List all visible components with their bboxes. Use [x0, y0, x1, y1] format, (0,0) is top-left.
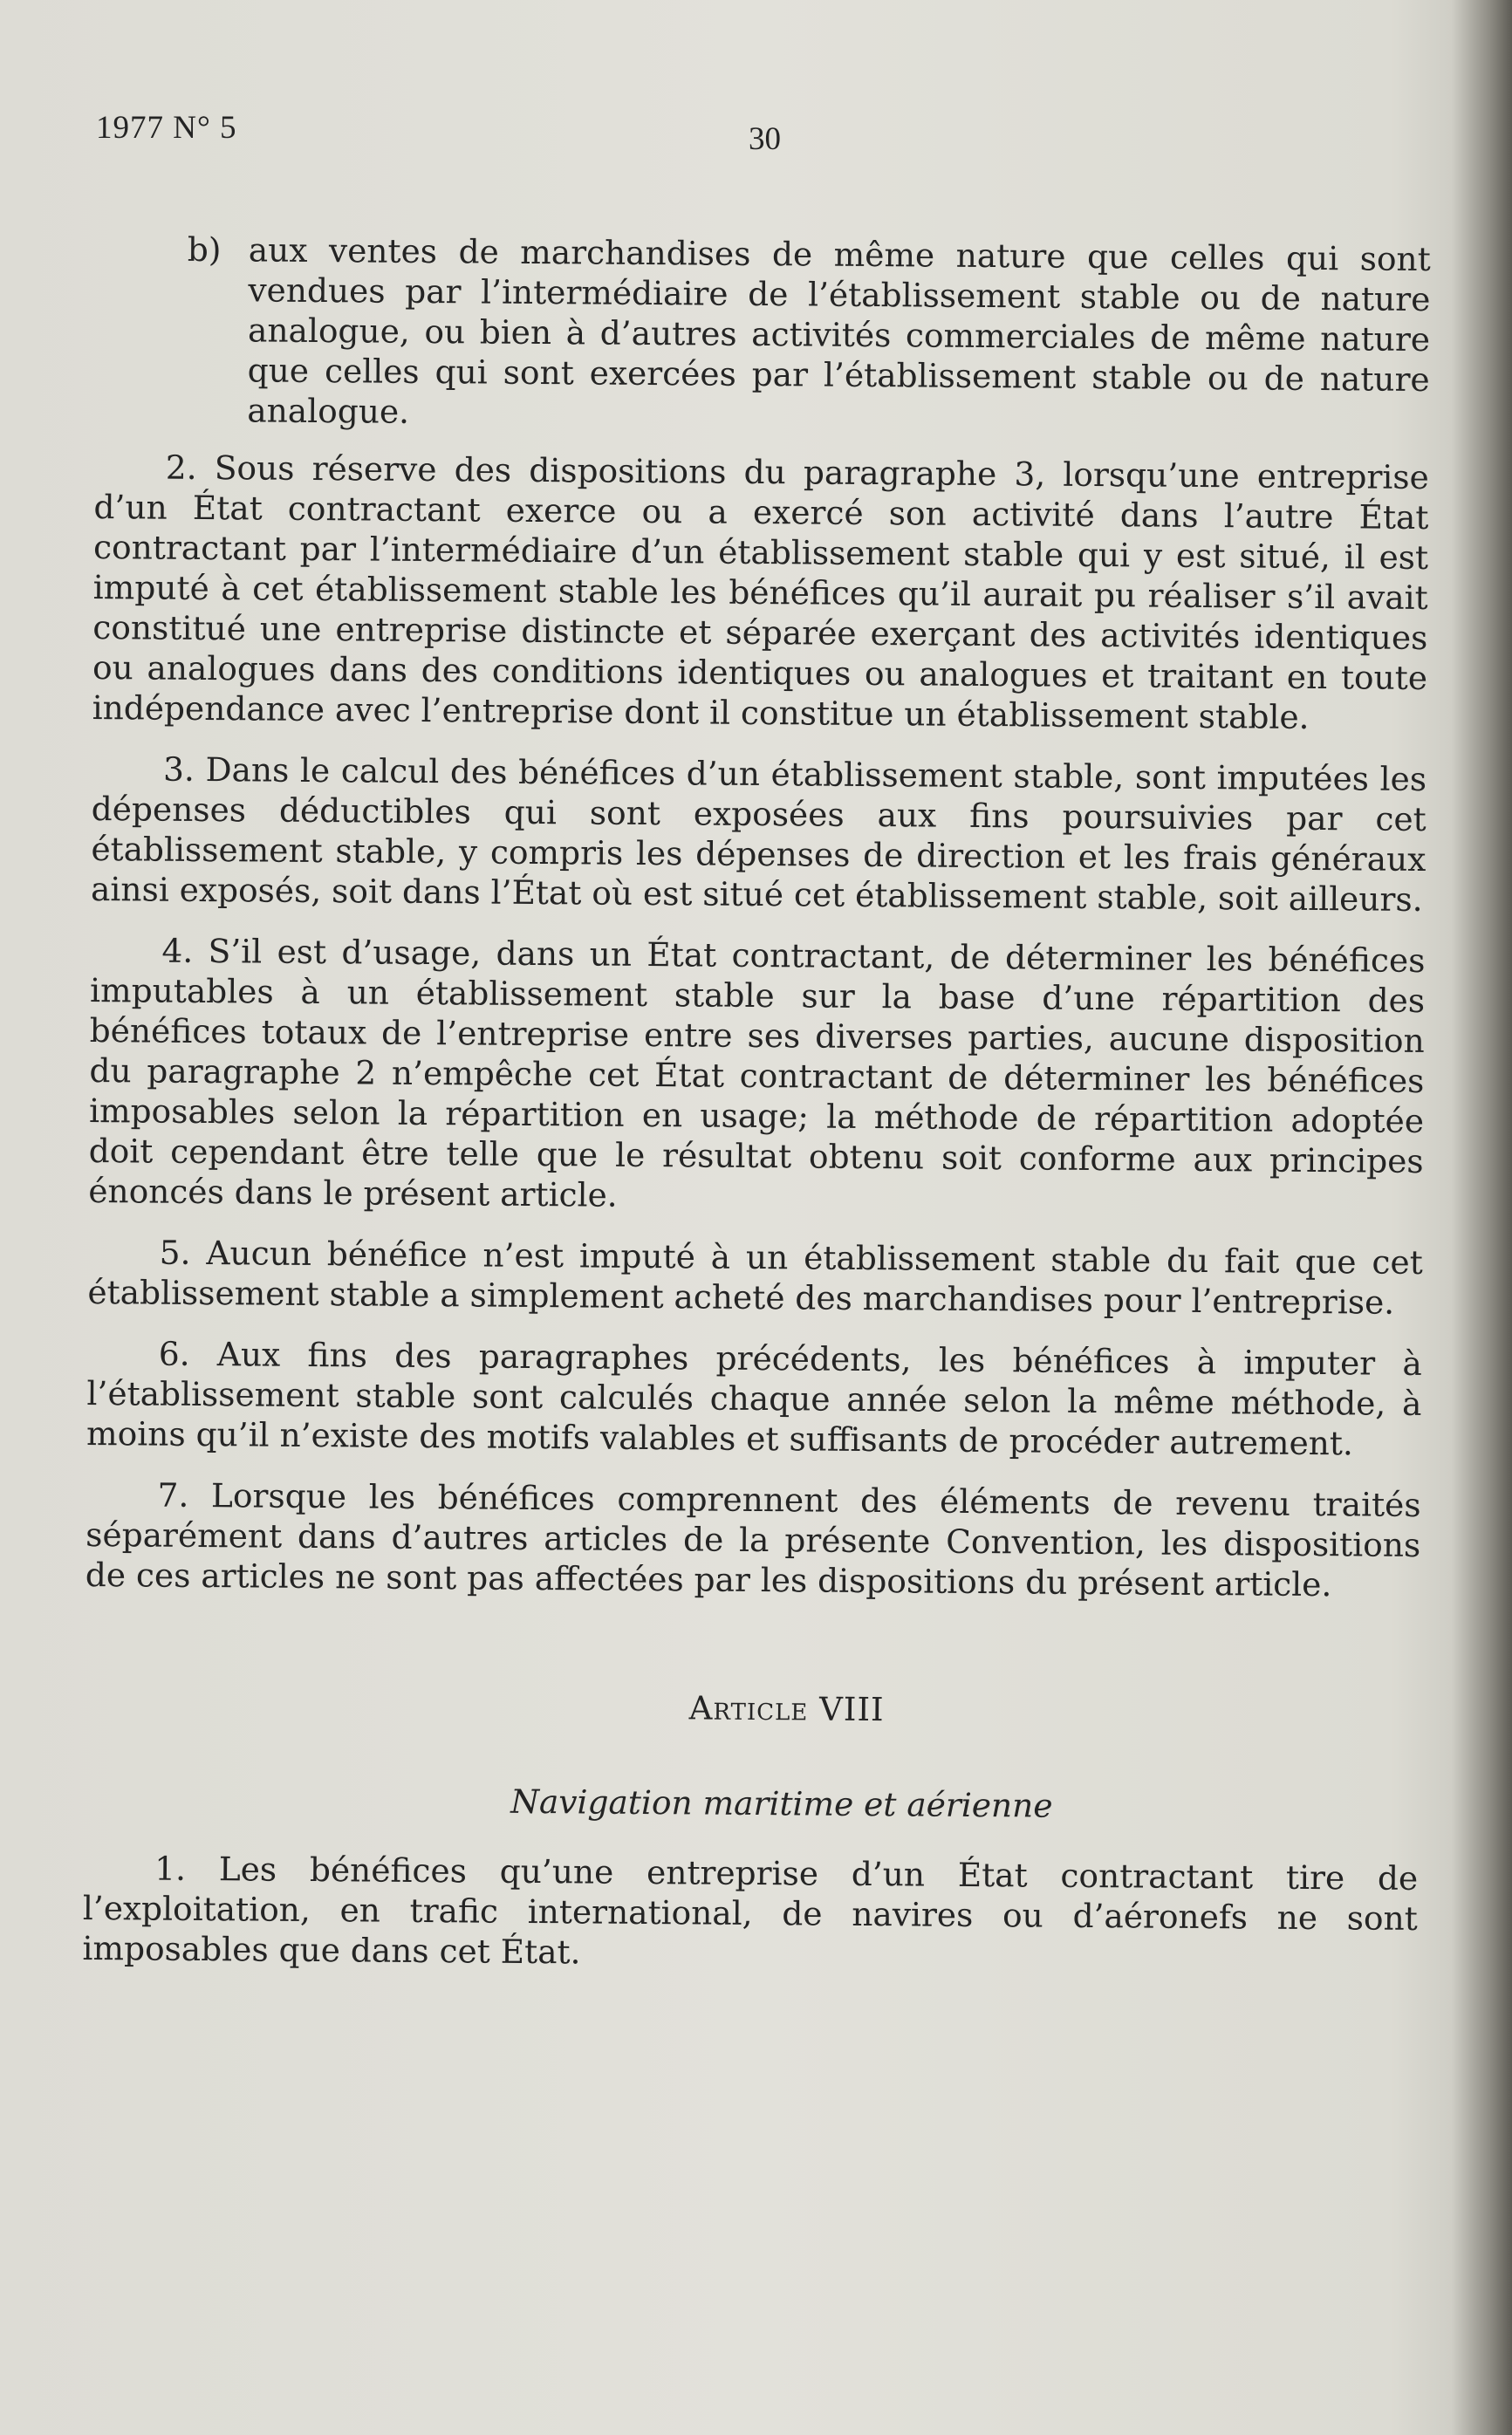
paragraph-3: 3. Dans le calcul des bénéfices d’un établissement stable, sont imputées les dépenses déductibles qui sont exposées aux fins poursuivies par cet établissement stable, y compris les dépenses de direction et les frais généraux ainsi exposés, soit dans l’État où est situé cet établissement stable, soit ailleurs.: [90, 749, 1427, 919]
article-subtitle: Navigation maritime et aérienne: [510, 1782, 1053, 1825]
page-number: 30: [749, 121, 781, 157]
list-item-label: b): [187, 229, 222, 270]
paragraph-6: 6. Aux fins des paragraphes précédents, les bénéfices à imputer à l’établissement stable sont calculés chaque année selon la même méthode, à moins qu’il n’existe des motifs valables et suffisants de procéder autrement.: [86, 1334, 1423, 1463]
list-item-text: aux ventes de marchandises de même nature que celles qui sont vendues par l’intermédiaire de l’établissement stable ou de nature analogue, ou bien à d’autres activités commerciales de même nature que celles qui sont exercées par l’établissement stable ou de nature analogue.: [247, 230, 1431, 431]
paragraph-2: 2. Sous réserve des dispositions du paragraphe 3, lorsqu’une entreprise d’un État contractant exerce ou a exercé son activité dans l’autre État contractant par l’intermédiaire d’un établissement stable qui y est situé, il est imputé à cet établissement stable les bénéfices qu’il aurait pu réaliser s’il avait constitué une entreprise distincte et séparée exerçant des activités identiques ou analogues dans des conditions identiques ou analogues et traitant en toute indépendance avec l’entreprise dont il constitue un établissement stable.: [92, 448, 1429, 736]
gazette-reference: 1977 N° 5: [96, 110, 237, 146]
document-body: [82, 229, 1431, 1979]
paragraph-7: 7. Lorsque les bénéfices comprennent des éléments de revenu traités séparément dans d’autres articles de la présente Convention, les dispositions de ces articles ne sont pas affectées par les dispositions du présent article.: [85, 1475, 1421, 1604]
article-paragraph-1: 1. Les bénéfices qu’une entreprise d’un État contractant tire de l’exploitation, en trafic international, de navires ou d’aéronefs ne sont imposables que dans cet État.: [82, 1849, 1419, 1972]
list-item-b: [94, 229, 1431, 440]
paragraph-5: 5. Aucun bénéfice n’est imputé à un établissement stable du fait que cet établissement stable a simplement acheté des marchandises pour l’entreprise.: [87, 1233, 1423, 1322]
paragraph-4: 4. S’il est d’usage, dans un État contractant, de déterminer les bénéfices imputables à un établissement stable sur la base d’une répartition des bénéfices totaux de l’entreprise entre ses diverses parties, aucune disposition du paragraphe 2 n’empêche cet État contractant de déterminer les bénéfices imposables selon la répartition en usage; la méthode de répartition adoptée doit cependant être telle que le résultat obtenu soit conforme aux principes énoncés dans le présent article.: [88, 931, 1426, 1214]
article-title: Article VIII: [688, 1689, 885, 1729]
